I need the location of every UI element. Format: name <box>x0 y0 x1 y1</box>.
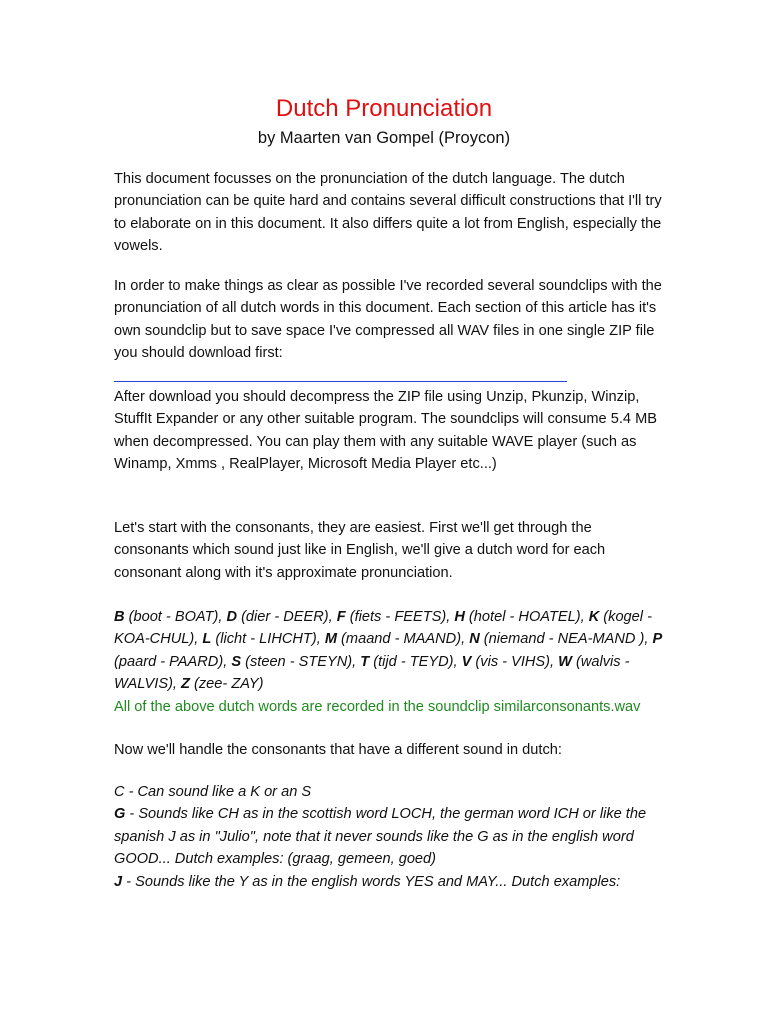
consonant-letter: H <box>454 609 465 625</box>
consonant-letter: F <box>336 609 346 625</box>
zip-download-link[interactable] <box>114 381 567 382</box>
different-consonants-list <box>114 781 664 893</box>
consonant-example: (steen - STEYN), <box>241 653 361 670</box>
consonant-letter: V <box>461 653 472 670</box>
consonant-letter: B <box>114 609 125 625</box>
consonant-letter: N <box>469 631 480 648</box>
after-download-paragraph: After download you should decompress the ZIP file using Unzip, Pkunzip, Winzip, StuffIt Expander or any other suitable program. The soundclips will consume 5.4 MB when decompressed. You can play them with any suitable WAVE player (such as Winamp, Xmms , RealPlayer, Microsoft Media Player etc...) <box>114 389 657 473</box>
consonants-intro-paragraph: Let's start with the consonants, they are easiest. First we'll get through the consonants which sound just like in English, we'll give a dutch word for each consonant along with it's approximate pronunciation. <box>114 520 606 581</box>
consonant-example: (hotel - HOATEL), <box>464 609 589 625</box>
consonant-letter: S <box>231 653 242 670</box>
soundclip-note: All of the above dutch words are recorded in the soundclip similarconsonants.wav <box>114 698 641 715</box>
similar-consonants-list <box>114 606 664 696</box>
consonant-item <box>360 654 461 670</box>
consonant-example: (maand - MAAND), <box>337 631 470 648</box>
consonant-item <box>469 631 652 647</box>
document-title: Dutch Pronunciation <box>275 95 493 122</box>
consonant-letter: Z <box>181 676 190 693</box>
consonant-example: (licht - LIHCHT), <box>211 631 325 648</box>
consonant-example: (niemand - NEA-MAND ), <box>479 631 653 648</box>
consonant-entry-j <box>114 871 664 893</box>
similar-consonants-block <box>114 606 664 718</box>
consonant-letter: K <box>588 609 600 625</box>
consonant-letter: W <box>558 653 572 670</box>
consonant-item <box>325 631 469 647</box>
document-byline: by Maarten van Gompel (Proycon) <box>257 129 511 147</box>
consonant-example: (kogel - KOA-CHUL), <box>114 609 652 648</box>
consonant-example: (dier - DEER), <box>237 609 337 625</box>
consonant-example: (fiets - FEETS), <box>345 609 455 625</box>
consonant-example: (vis - VIHS), <box>471 653 559 670</box>
consonant-description: - Sounds like CH as in the scottish word LOCH, the german word ICH or like the spanish J as in "Julio", note that it never sounds like the G as in the english word GOOD... Dutch examples: (graag, gemeen, goed) <box>114 806 647 868</box>
consonant-item <box>114 609 226 625</box>
soundclips-paragraph: In order to make things as clear as possible I've recorded several soundclips with the pronunciation of all dutch words in this document. Each section of this article has it's own soundclip but to save space I've compressed all WAV files in one single ZIP file you should download first: <box>114 278 662 362</box>
consonant-letter: J <box>114 873 123 890</box>
consonant-example: (zee- ZAY) <box>189 676 264 693</box>
consonant-item <box>181 676 263 692</box>
consonant-description: - Sounds like the Y as in the english words YES and MAY... Dutch examples: <box>122 873 621 890</box>
consonant-letter: G <box>114 806 126 823</box>
consonant-item <box>454 609 588 625</box>
consonant-description: - Can sound like a K or an S <box>124 784 312 800</box>
consonant-item <box>231 654 360 670</box>
consonant-entry-c <box>114 781 664 803</box>
consonant-letter: M <box>324 631 337 648</box>
consonant-entry-g <box>114 803 664 870</box>
consonant-letter: C <box>114 784 125 800</box>
consonant-item <box>226 609 336 625</box>
consonant-letter: T <box>360 653 370 670</box>
consonant-example: (boot - BOAT), <box>124 609 227 625</box>
consonant-letter: D <box>226 609 238 625</box>
consonant-letter: P <box>652 631 663 648</box>
consonant-letter: L <box>202 631 212 648</box>
consonant-example: (paard - PAARD), <box>114 653 232 670</box>
consonant-item <box>202 631 324 647</box>
different-consonants-intro: Now we'll handle the consonants that have a different sound in dutch: <box>114 742 562 758</box>
intro-paragraph: This document focusses on the pronunciation of the dutch language. The dutch pronunciation can be quite hard and contains several difficult constructions that I'll try to elaborate on in this document. It also differs quite a lot from English, especially the vowels. <box>114 171 662 255</box>
consonant-item <box>462 654 559 670</box>
consonant-item <box>337 609 455 625</box>
consonant-example: (tijd - TEYD), <box>369 653 462 670</box>
consonant-example: (walvis - WALVIS), <box>114 653 630 693</box>
